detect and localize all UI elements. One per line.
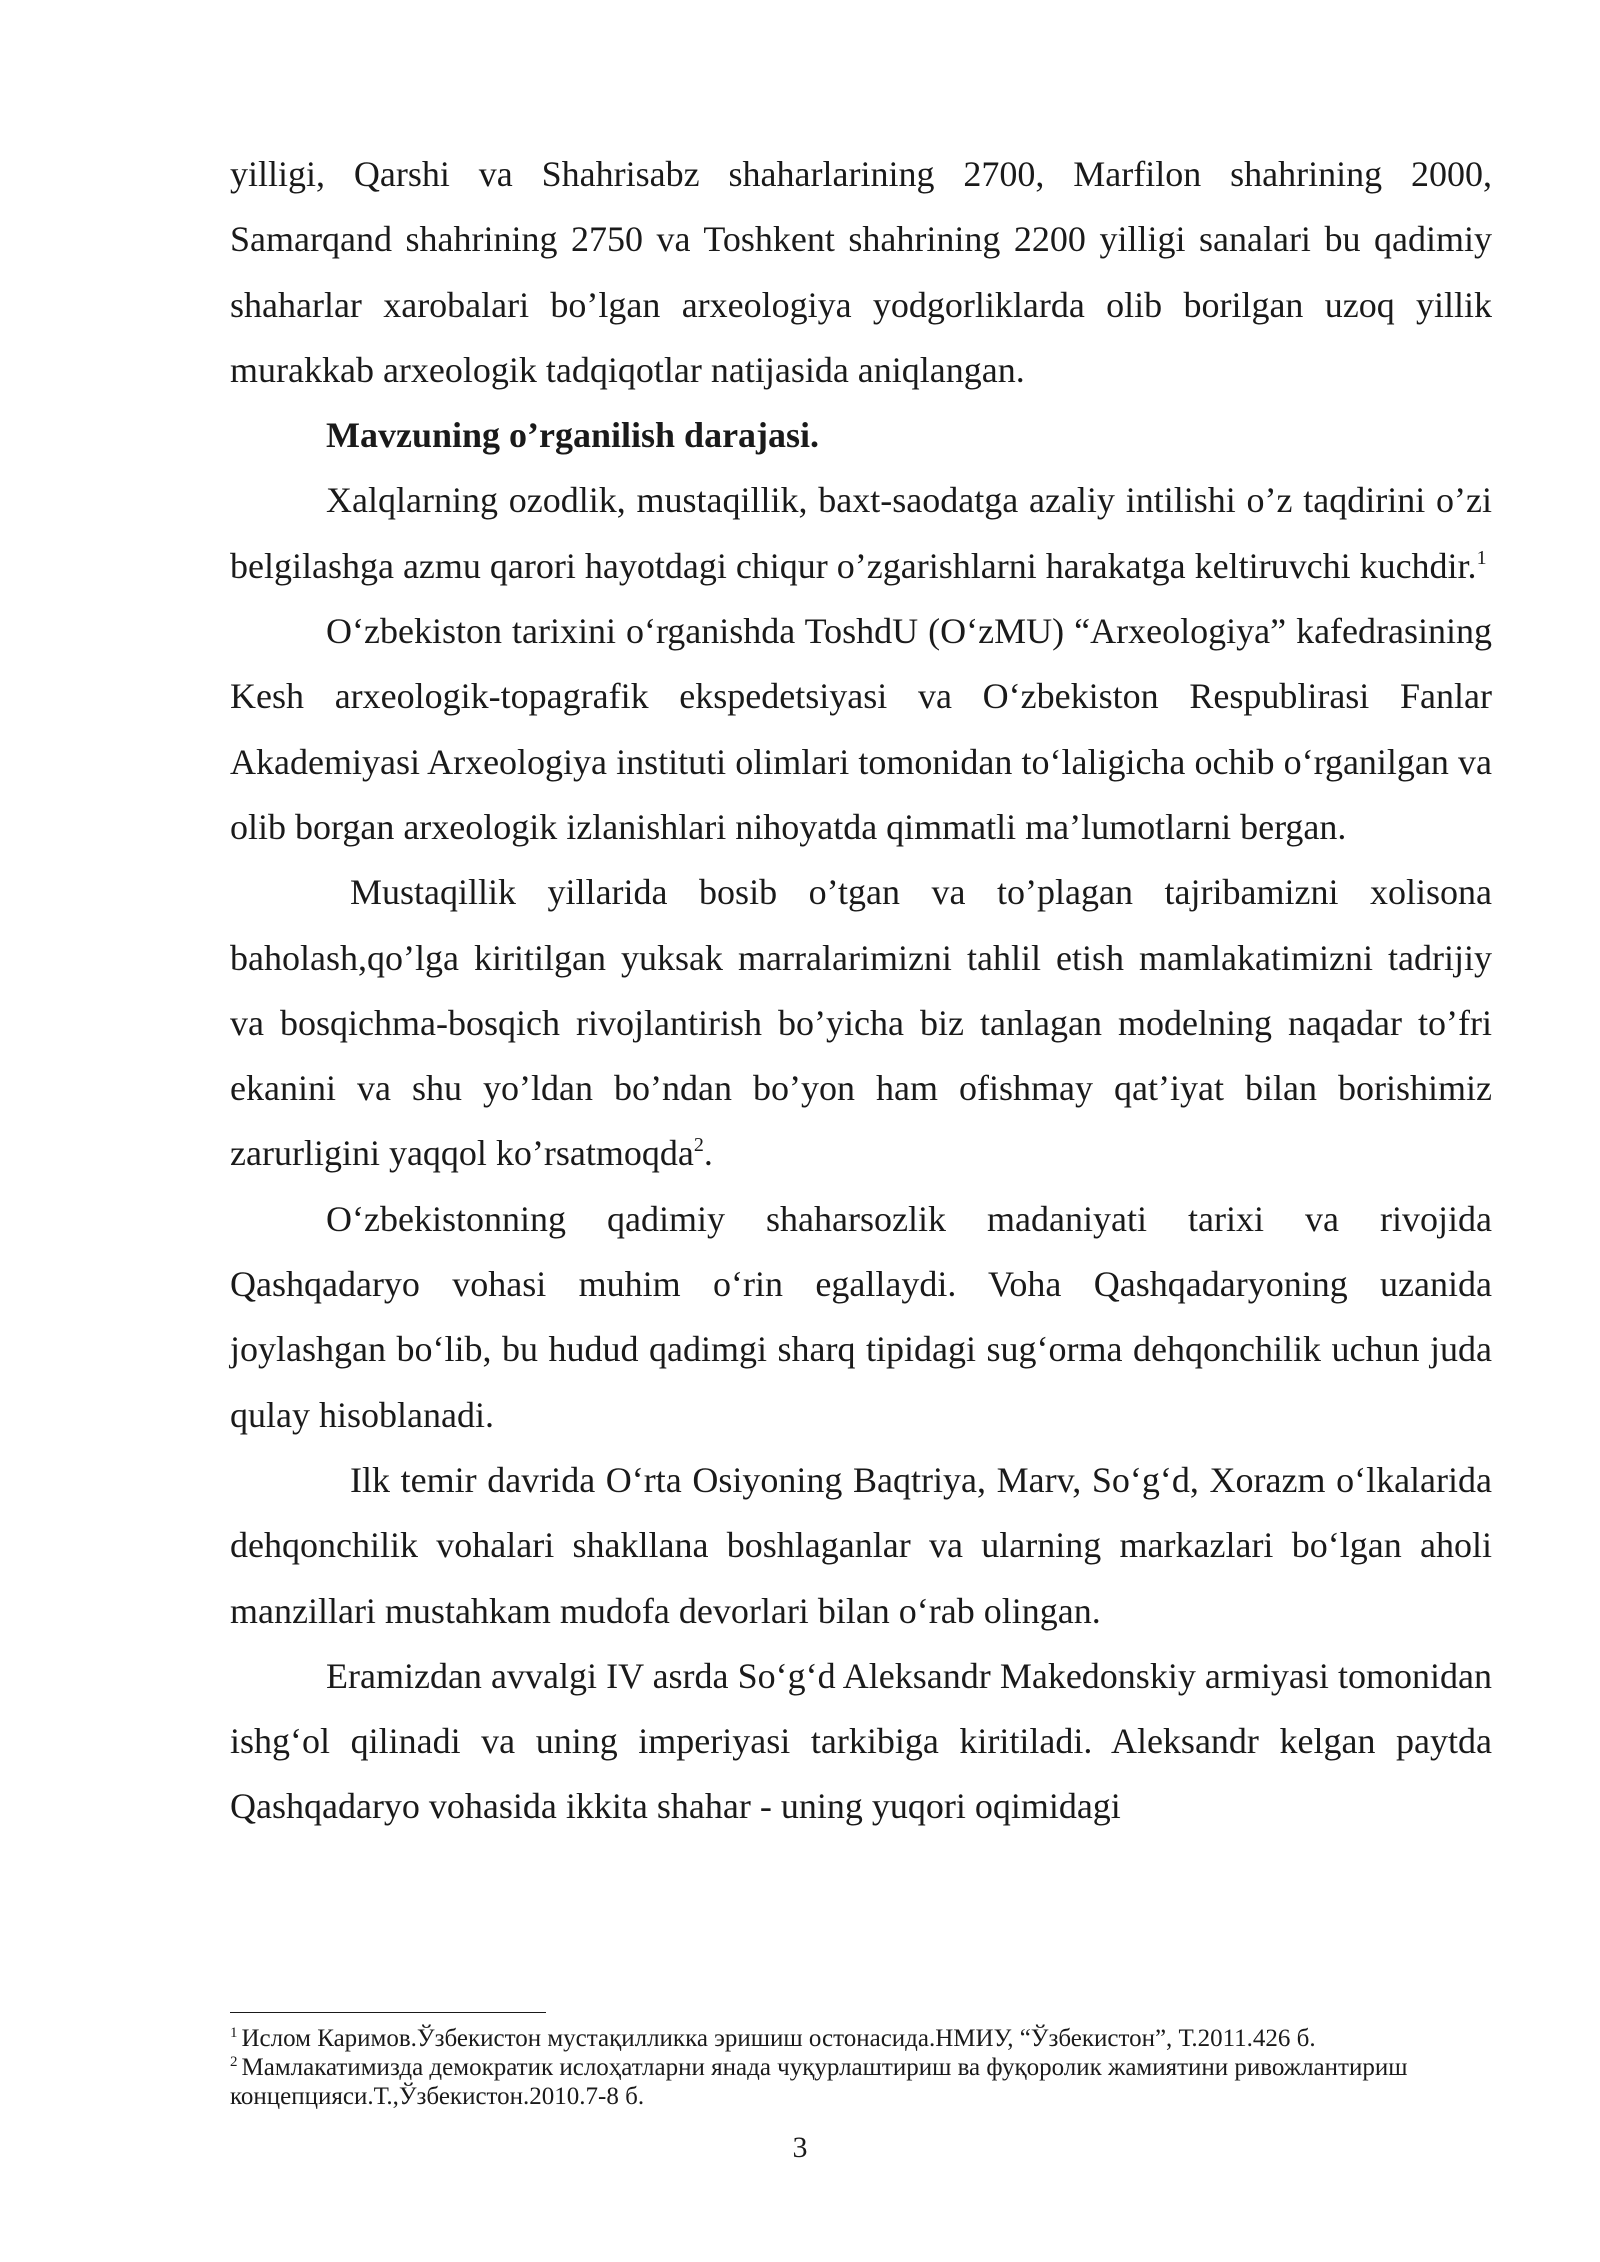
paragraph: Xalqlarning ozodlik, mustaqillik, baxt-saodatga azaliy intilishi o’z taqdirini o’zi belgilashga azmu qarori hayotdagi chiqur o’zgarishlarni harakatga keltiruvchi kuchdir.$^1$ <box>230 480 1492 586</box>
footnotes <box>230 2024 1492 2111</box>
paragraph: Eramizdan avvalgi IV asrda So‘g‘d Aleksandr Makedonskiy armiyasi tomonidan ishg‘ol qilinadi va uning imperiyasi tarkibiga kiritiladi. Aleksandr kelgan paytda Qashqadaryo vohasida ikkita shahar - uning yuqori oqimidagi <box>230 1655 1492 1827</box>
paragraph: Mustaqillik yillarida bosib o’tgan va to’plagan tajribamizni xolisona baholash,qo’lga kiritilgan yuksak marralarimizni tahlil etish mamlakatimizni tadrijiy va bosqichma-bosqich rivojlantirish bo’yicha biz tanlagan modelning naqadar to’fri ekanini va shu yo’ldan bo’ndan bo’yon ham ofishmay qat’iyat bilan borishimiz zarurligini yaqqol ko’rsatmoqda$^2$. <box>230 872 1492 1174</box>
paragraph: O‘zbekiston tarixini o‘rganishda ToshdU (O‘zMU) “Arxeologiya” kafedrasining Kesh arxeologik-topagrafik ekspedetsiyasi va O‘zbekiston Respublirasi Fanlar Akademiyasi Arxeologiya instituti olimlari tomonidan to‘laligicha ochib o‘rganilgan va olib borgan arxeologik izlanishlari nihoyatda qimmatli ma’lumotlarni bergan. <box>230 611 1492 847</box>
footnote-mark: 2 <box>230 2054 238 2070</box>
page-number: 3 <box>792 2131 808 2164</box>
footnote-ref[interactable]: 2 <box>693 1134 704 1157</box>
footnote-text: Мамлакатимизда демократик ислоҳатларни янада чуқурлаштириш ва фуқоролик жамиятини ривожлантириш концепцияси.Т.,Ўзбекистон.2010.7-8 б. <box>230 2054 1408 2110</box>
footnote-mark: 1 <box>230 2025 238 2041</box>
paragraph: O‘zbekistonning qadimiy shaharsozlik madaniyati tarixi va rivojida Qashqadaryo vohasi muhim o‘rin egallaydi. Voha Qashqadaryoning uzanida joylashgan bo‘lib, bu hudud qadimgi sharq tipidagi sug‘orma dehqonchilik uchun juda qulay hisoblanadi. <box>230 1198 1492 1435</box>
section-heading: Mavzuning o’rganilish darajasi. <box>326 415 820 456</box>
paragraph-continuation: yilligi, Qarshi va Shahrisabz shaharlarining 2700, Marfilon shahrining 2000, Samarqand shahrining 2750 va Toshkent shahrining 2200 yilligi sanalari bu qadimiy shaharlar xarobalari bo’lgan arxeologiya yodgorliklarda olib borilgan uzoq yillik murakkab arxeologik tadqiqotlar natijasida aniqlangan. <box>230 154 1492 390</box>
footnote <box>230 2024 1492 2053</box>
paragraph: Ilk temir davrida O‘rta Osiyoning Baqtriya, Marv, So‘g‘d, Xorazm o‘lkalarida dehqonchilik vohalari shakllana boshlaganlar va ularning markazlari bo‘lgan aholi manzillari mustahkam mudofa devorlari bilan o‘rab olingan. <box>230 1459 1492 1631</box>
footnote-text: Ислом Каримов.Ўзбекистон мустақилликка эришиш остонасида.НМИУ, “Ўзбекистон”, Т.2011.426 б. <box>241 2025 1316 2052</box>
footnote-separator <box>230 2012 546 2013</box>
footnote <box>230 2053 1492 2111</box>
body-text <box>230 142 1492 1840</box>
footnote-ref[interactable]: 1 <box>1476 546 1487 569</box>
